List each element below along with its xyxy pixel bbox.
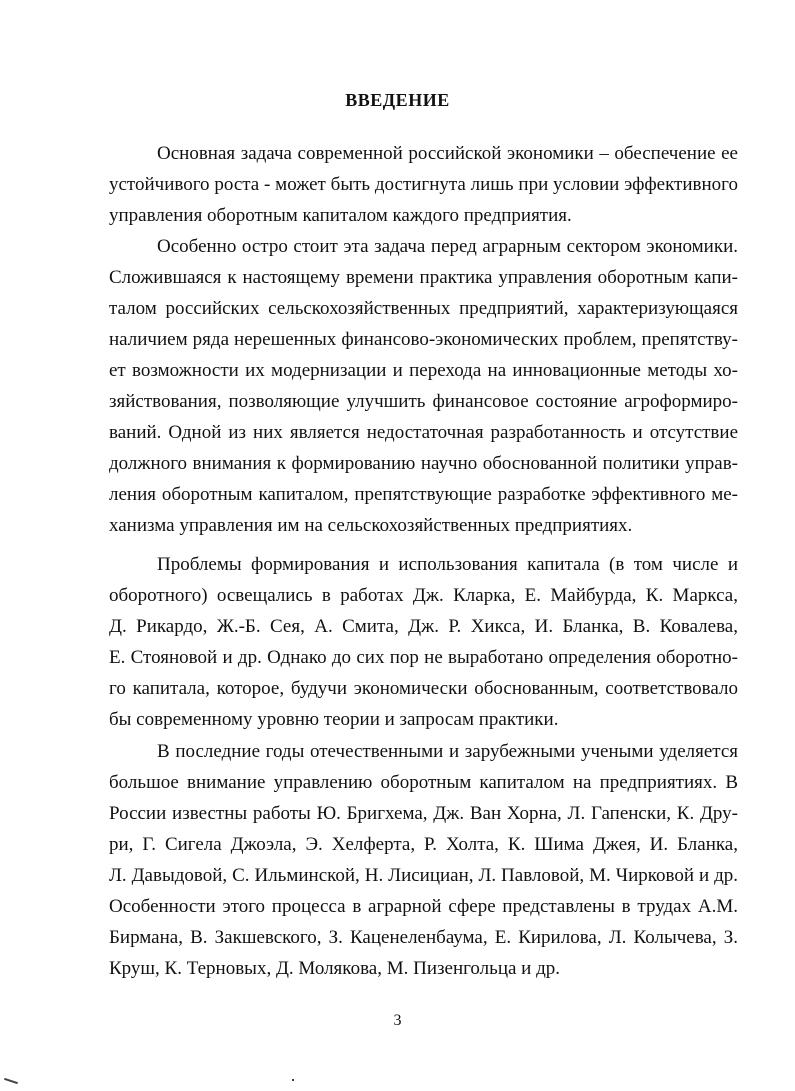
text-line: Особенности этого процесса в аграрной сфере представлены в трудах А.М. xyxy=(109,896,738,917)
scan-mark xyxy=(292,1079,294,1081)
text-line: Д. Рикардо, Ж.-Б. Сея, А. Смита, Дж. Р. Хикса, И. Бланка, В. Ковалева, xyxy=(109,616,738,637)
text-line: бы современному уровню теории и запросам практики. xyxy=(109,709,559,730)
text-line: должного внимания к формированию научно обоснованной политики управ- xyxy=(109,453,738,474)
text-line: наличием ряда нерешенных финансово-экономических проблем, препятству- xyxy=(109,329,738,350)
text-line: ет возможности их модернизации и перехода на инновационные методы хо- xyxy=(109,360,738,381)
page-title: ВВЕДЕНИЕ xyxy=(345,90,450,110)
scan-mark xyxy=(4,1078,18,1084)
text-line: устойчивого роста - может быть достигнута лишь при условии эффективного xyxy=(109,174,738,195)
text-line: Круш, К. Терновых, Д. Молякова, М. Пизенгольца и др. xyxy=(109,958,561,979)
text-line: Проблемы формирования и использования капитала (в том числе и xyxy=(157,554,738,575)
text-line: талом российских сельскохозяйственных предприятий, характеризующаяся xyxy=(109,298,738,319)
text-line: В последние годы отечественными и зарубежными учеными уделяется xyxy=(157,741,738,762)
text-line: ваний. Одной из них является недостаточная разработанность и отсутствие xyxy=(109,422,738,443)
text-line: ханизма управления им на сельскохозяйственных предприятиях. xyxy=(109,515,633,536)
text-line: Л. Давыдовой, С. Ильминской, Н. Лисициан, Л. Павловой, М. Чирковой и др. xyxy=(109,865,738,886)
text-line: го капитала, которое, будучи экономически обоснованным, соответствовало xyxy=(109,678,738,699)
text-line: ления оборотным капиталом, препятствующие разработке эффективного ме- xyxy=(109,484,738,505)
text-line: оборотного) освещались в работах Дж. Кларка, Е. Майбурда, К. Маркса, xyxy=(109,585,738,606)
text-line: Особенно остро стоит эта задача перед аграрным сектором экономики. xyxy=(157,236,738,257)
text-line: зяйствования, позволяющие улучшить финансовое состояние агроформиро- xyxy=(109,391,738,412)
text-line: России известны работы Ю. Бригхема, Дж. Ван Хорна, Л. Гапенски, К. Дру- xyxy=(109,803,738,824)
text-line: большое внимание управлению оборотным капиталом на предприятиях. В xyxy=(109,772,738,793)
text-line: Бирмана, В. Закшевского, З. Каценеленбаума, Е. Кирилова, Л. Колычева, З. xyxy=(109,927,738,948)
text-line: управления оборотным капиталом каждого предприятия. xyxy=(109,205,572,226)
page-number: 3 xyxy=(393,1012,402,1029)
text-line: Е. Стояновой и др. Однако до сих пор не выработано определения оборотно- xyxy=(109,647,738,668)
text-line: Сложившаяся к настоящему времени практика управления оборотным капи- xyxy=(109,267,738,288)
text-line: Основная задача современной российской экономики – обеспечение ее xyxy=(157,143,738,164)
text-line: ри, Г. Сигела Джоэла, Э. Хелферта, Р. Холта, К. Шима Джея, И. Бланка, xyxy=(109,834,738,855)
